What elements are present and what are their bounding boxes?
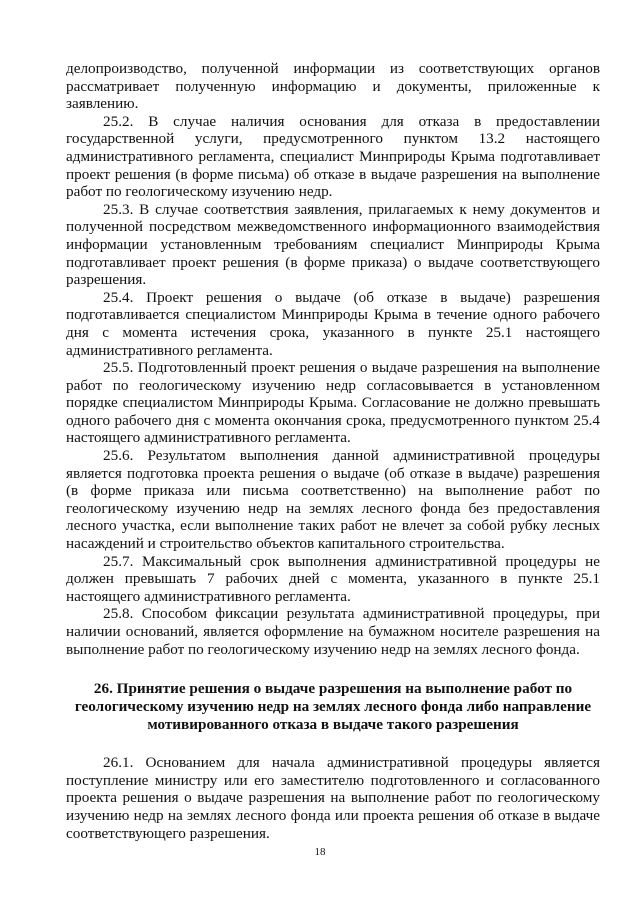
section-heading-line: мотивированного отказа в выдаче такого разрешения [147, 716, 519, 734]
paragraph: 25.6. Результатом выполнения данной административной процедуры является подготовка проекта решения о выдаче (об отказе в выдаче) разрешения (в форме приказа или письма соответственно) на выполнение работ по геологическому изучению недр на землях лесного фонда без предоставления лесного участка, если выполнение таких работ не влечет за собой рубку лесных насаждений и строительство объектов капитального строительства. [66, 447, 600, 553]
document-page [66, 60, 600, 842]
document-body-bottom [66, 754, 600, 842]
section-heading-line: 26. Принятие решения о выдаче разрешения на выполнение работ по [93, 680, 573, 698]
section-heading [66, 680, 600, 734]
paragraph: 25.3. В случае соответствия заявления, прилагаемых к нему документов и полученной посредством межведомственного информационного взаимодействия информации установленным требованиям специалист Минприроды Крыма подготавливает проект решения (в форме приказа) о выдаче соответствующего разрешения. [66, 200, 600, 289]
document-body-top [66, 60, 600, 658]
paragraph: 26.1. Основанием для начала административной процедуры является поступление министру или его заместителю подготовленного и согласованного проекта решения о выдаче разрешения на выполнение работ по геологическому изучению недр на землях лесного фонда или проекта решения об отказе в выдаче соответствующего разрешения. [66, 754, 600, 842]
paragraph: делопроизводство, полученной информации из соответствующих органов рассматривает полученную информацию и документы, приложенные к заявлению. [66, 60, 600, 113]
section-heading-line: геологическому изучению недр на землях лесного фонда либо направление [74, 698, 592, 716]
paragraph: 25.7. Максимальный срок выполнения административной процедуры не должен превышать 7 рабочих дней с момента, указанного в пункте 25.1 настоящего административного регламента. [66, 552, 600, 605]
paragraph: 25.5. Подготовленный проект решения о выдаче разрешения на выполнение работ по геологическому изучению недр согласовывается в установленном порядке специалистом Минприроды Крыма. Согласование не должно превышать одного рабочего дня с момента окончания срока, предусмотренного пунктом 25.4 настоящего административного регламента. [66, 359, 600, 447]
page-number: 18 [314, 846, 326, 858]
paragraph: 25.2. В случае наличия основания для отказа в предоставлении государственной услуги, предусмотренного пунктом 13.2 настоящего административного регламента, специалист Минприроды Крыма подготавливает проект решения (в форме письма) об отказе в выдаче разрешения на выполнение работ по геологическому изучению недр. [66, 112, 600, 201]
paragraph: 25.4. Проект решения о выдаче (об отказе в выдаче) разрешения подготавливается специалистом Минприроды Крыма в течение одного рабочего дня с момента истечения срока, указанного в пункте 25.1 настоящего административного регламента. [66, 288, 600, 359]
paragraph: 25.8. Способом фиксации результата административной процедуры, при наличии оснований, является оформление на бумажном носителе разрешения на выполнение работ по геологическому изучению недр на землях лесного фонда. [66, 605, 600, 658]
